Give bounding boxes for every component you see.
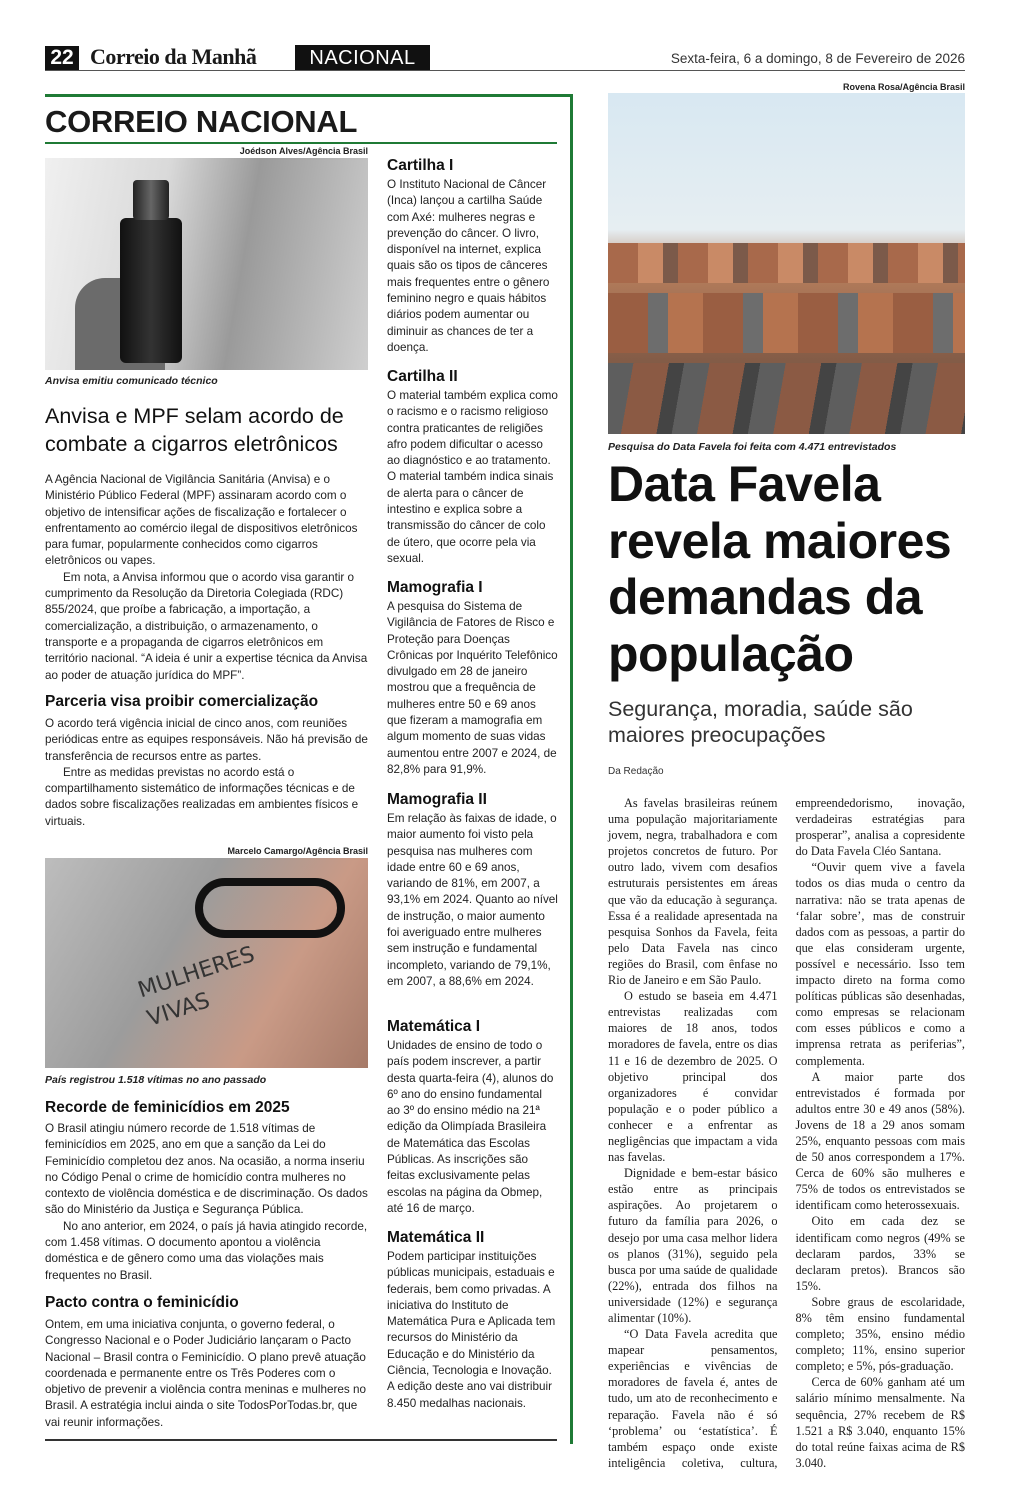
box-title-rule [45, 142, 557, 144]
photo-caption: Anvisa emitiu comunicado técnico [45, 375, 218, 387]
note-text: A pesquisa do Sistema de Vigilância de Fatores de Risco e Proteção para Doenças Crônicas por Inquérito Telefônico divulgado em 28 de janeiro mostrou que a frequência de mulheres entre 50 e 69 anos que fizeram a mamografia em algum momento de suas vidas aumentou entre 2007 e 2024, de 82,8% para 91,9%. [387, 600, 558, 776]
houses-row [608, 243, 965, 283]
main-headline: Data Favela revela maiores demandas da população [608, 456, 952, 682]
paragraph: O Brasil atingiu número recorde de 1.518 vítimas de feminicídios em 2025, ano em que a sanção da Lei do Feminicídio completou dez anos. Na ocasião, a norma inseriu no Código Penal o crime de homicídio contra mulheres no contexto de violência doméstica e de discriminação. Os dados são do Ministério da Justiça e Segurança Pública. [45, 1122, 368, 1217]
glasses-shape [195, 878, 345, 938]
paragraph: O acordo terá vigência inicial de cinco anos, com reuniões periódicas entre as equipes responsáveis. Não há previsão de transferência de recursos entre as partes. [45, 717, 368, 763]
box-right-rule [570, 94, 573, 1444]
article-headline: Anvisa e MPF selam acordo de combate a cigarros eletrônicos [45, 404, 344, 456]
note-item [387, 367, 558, 567]
note-title: Cartilha II [387, 368, 458, 385]
paragraph: Entre as medidas previstas no acordo está o compartilhamento sistemático de informações técnicas e de dados sobre fiscalizações realizadas em ambientes físicos e virtuais. [45, 765, 359, 828]
page-number: 22 [45, 46, 79, 70]
note-text: O Instituto Nacional de Câncer (Inca) lançou a cartilha Saúde com Axé: mulheres negras e prevenção do câncer. O livro, disponível na internet, explica quais são os tipos de cânceres mais frequentes entre o gênero feminino negro e quais hábitos diários podem aumentar ou diminuir as chances de ter a doença. [387, 178, 550, 354]
note-text: Podem participar instituições públicas municipais, estaduais e federais, bem como privadas. A iniciativa do Instituto de Matemática Pura e Aplicada tem recursos do Ministério da Educação e do Ministério da Ciência, Tecnologia e Inovação. A edição deste ano vai distribuir 8.450 medalhas nacionais. [387, 1250, 556, 1410]
paragraph: Oito em cada dez se identificam como negros (49% se declaram pardos, 33% se declaram pretos). Brancos são 15%. [795, 1214, 965, 1293]
subheadline: Segurança, moradia, saúde são maiores preocupações [608, 697, 913, 747]
paragraph: O estudo se baseia em 4.471 entrevistas realizadas com maiores de 18 anos, todos moradores de favela, entre os dias 11 e 16 de dezembro de 2025. O objetivo principal dos organizadores é convidar população e o poder público a conhecer e a enfrentar as negligências que impactam a vida nas favelas. [608, 989, 778, 1165]
article-subhead: Recorde de feminicídios em 2025 [45, 1099, 290, 1116]
note-title: Matemática II [387, 1229, 485, 1246]
edition-date: Sexta-feira, 6 a domingo, 8 de Fevereiro de 2026 [670, 51, 965, 66]
note-item [387, 790, 558, 990]
photo-credit: Rovena Rosa/Agência Brasil [842, 82, 965, 92]
houses-row [608, 293, 965, 353]
header-rule [45, 70, 965, 71]
note-item [387, 156, 558, 356]
paragraph: Cerca de 60% ganham até um salário mínimo mensalmente. Na sequência, 27% recebem de R$ 1.521 a R$ 3.040, enquanto 15% do total reúne faixas acima de R$ 3.040. [795, 1375, 965, 1470]
paragraph: Ontem, em uma iniciativa conjunta, o governo federal, o Congresso Nacional e o Poder Judiciário lançaram o Pacto Nacional – Brasil contra o Feminicídio. O plano prevê atuação coordenada e permanente entre os Três Poderes com o objetivo de prevenir a violência contra meninas e mulheres no Brasil. A estratégia inclui ainda o site TodosPorTodas.br, que vai reunir informações. [45, 1318, 366, 1429]
face-painting-text: MULHERES VIVAS [135, 942, 258, 1032]
paragraph: “O Data Favela acredita que mapear pensamentos, experiências e vivências de moradores de favela é, antes de tudo, um ato de reconhecimento e reparação. Favela não é só ‘problema’ ou ‘estatística’. É também espaço onde existe inteligência coletiva, cultura, empreendedorismo, inovação, verdadeiras estratégias para prosperar”, analisa a copresidente do Data Favela Cléo Santana. [608, 796, 965, 1470]
article-body [45, 472, 368, 684]
note-item [387, 1017, 558, 1217]
article-subhead: Parceria visa proibir comercialização [45, 693, 319, 710]
note-item [387, 1228, 558, 1412]
note-text: Em relação às faixas de idade, o maior aumento foi visto pela pesquisa nas mulheres com idade entre 60 e 69 anos, variando de 81%, em 2007, a 93,1% em 2024. Quanto ao nível de instrução, o maior aumento foi averiguado entre mulheres sem instrução e fundamental incompleto, variando de 79,1%, em 2007, a 88,6% em 2024. [387, 812, 558, 988]
note-title: Mamografia II [387, 791, 487, 808]
photo-caption: Pesquisa do Data Favela foi feita com 4.471 entrevistados [608, 441, 897, 453]
paragraph: As favelas brasileiras reúnem uma população majoritariamente jovem, negra, trabalhadora e com projetos concretos de futuro. Por outro lado, vivem com desafios estruturais persistentes em áreas que vão da educação à segurança. Essa é a realidade apresentada na pesquisa Sonhos da Favela, feita pelo Data Favela nas cinco regiões do Brasil, com ênfase no Rio de Janeiro e em São Paulo. [608, 796, 778, 988]
paragraph: Sobre graus de escolaridade, 8% têm ensino fundamental completo; 35%, ensino médio completo; 11%, ensino superior completo; e 5%, pós-graduação. [795, 1294, 965, 1374]
houses-row [608, 363, 965, 434]
note-text: O material também explica como o racismo e o racismo religioso contra praticantes de religiões afro podem dificultar o acesso ao diagnóstico e ao tratamento. O material também indica sinais de alerta para o câncer de intestino e explica sobre a transmissão do câncer de colo de útero, que ocorre pela via sexual. [387, 389, 558, 565]
byline: Da Redação [608, 766, 664, 777]
photo-credit: Marcelo Camargo/Agência Brasil [227, 846, 368, 856]
box-top-rule [45, 94, 573, 97]
article-subhead: Pacto contra o feminicídio [45, 1294, 239, 1311]
note-title: Cartilha I [387, 157, 454, 174]
vape-device [120, 218, 182, 363]
note-text: Unidades de ensino de todo o país podem inscrever, a partir desta quarta-feira (4), alunos do 6º ano do ensino fundamental ao 3º do ensino médio na 21ª edição da Olimpíada Brasileira de Matemática das Escolas Públicas. As inscrições são feitas exclusivamente pelas escolas na página da Obmep, até 16 de março. [387, 1039, 554, 1215]
paragraph: A Agência Nacional de Vigilância Sanitária (Anvisa) e o Ministério Público Federal (MPF) assinaram acordo com o objetivo de intensificar ações de fiscalização e fortalecer o enfrentamento ao comércio ilegal de dispositivos eletrônicos para fumar, popularmente conhecidos como cigarros eletrônicos ou vapes. [45, 473, 358, 568]
article-body [45, 1317, 368, 1431]
favela-photo [608, 93, 965, 434]
article-body [45, 1121, 368, 1284]
section-label: NACIONAL [295, 45, 430, 71]
vape-photo [45, 158, 368, 370]
main-article-body [608, 795, 965, 1471]
note-title: Matemática I [387, 1018, 481, 1035]
paragraph: A maior parte dos entrevistados é formada por adultos entre 30 e 49 anos (58%). Jovens de 18 a 29 anos somam 25%, enquanto pessoas com mais de 50 anos correspondem a 17%. Cerca de 60% são mulheres e 75% de todos os entrevistados se identificam como heterossexuais. [795, 1069, 965, 1213]
photo-caption: País registrou 1.518 vítimas no ano passado [45, 1074, 267, 1086]
newspaper-logo: Correio da Manhã [90, 44, 257, 69]
article-body [45, 716, 368, 830]
protest-photo [45, 858, 368, 1068]
paragraph: “Ouvir quem vive a favela todos os dias muda o centro da narrativa: não se trata apenas de ‘falar sobre’, mas de construir dados com as pessoas, a partir do que elas consideram urgente, possível e necessário. Isso tem impacto direto na forma como políticas públicas são desenhadas, como empresas se relacionam com esses públicos e como a imprensa retrata as periferias”, complementa. [795, 860, 965, 1068]
box-title: CORREIO NACIONAL [45, 104, 358, 139]
paragraph: No ano anterior, em 2024, o país já havia atingido recorde, com 1.458 vítimas. O documento apontou a violência doméstica e de gênero como uma das violações mais frequentes no Brasil. [45, 1219, 368, 1282]
paragraph: Dignidade e bem-estar básico estão entre as principais aspirações. Ao projetarem o futuro da família para 2026, o desejo por uma casa melhor lidera os planos (31%), seguido pela busca por uma saúde de qualidade (22%), entrada dos filhos na universidade (12%) e segurança alimentar (10%). [608, 1166, 778, 1325]
vape-tank [133, 180, 169, 220]
box-bottom-rule [45, 1439, 557, 1441]
photo-credit: Joédson Alves/Agência Brasil [239, 146, 368, 156]
paragraph: Em nota, a Anvisa informou que o acordo visa garantir o cumprimento da Resolução da Diretoria Colegiada (RDC) 855/2024, que proíbe a fabricação, a importação, a comercialização, a distribuição, o armazenamento, o transporte e a propaganda de cigarros eletrônicos em território nacional. “A ideia é unir a expertise técnica da Anvisa ao poder de atuação jurídica do MPF”. [45, 570, 368, 682]
note-title: Mamografia I [387, 579, 483, 596]
note-item [387, 578, 558, 778]
